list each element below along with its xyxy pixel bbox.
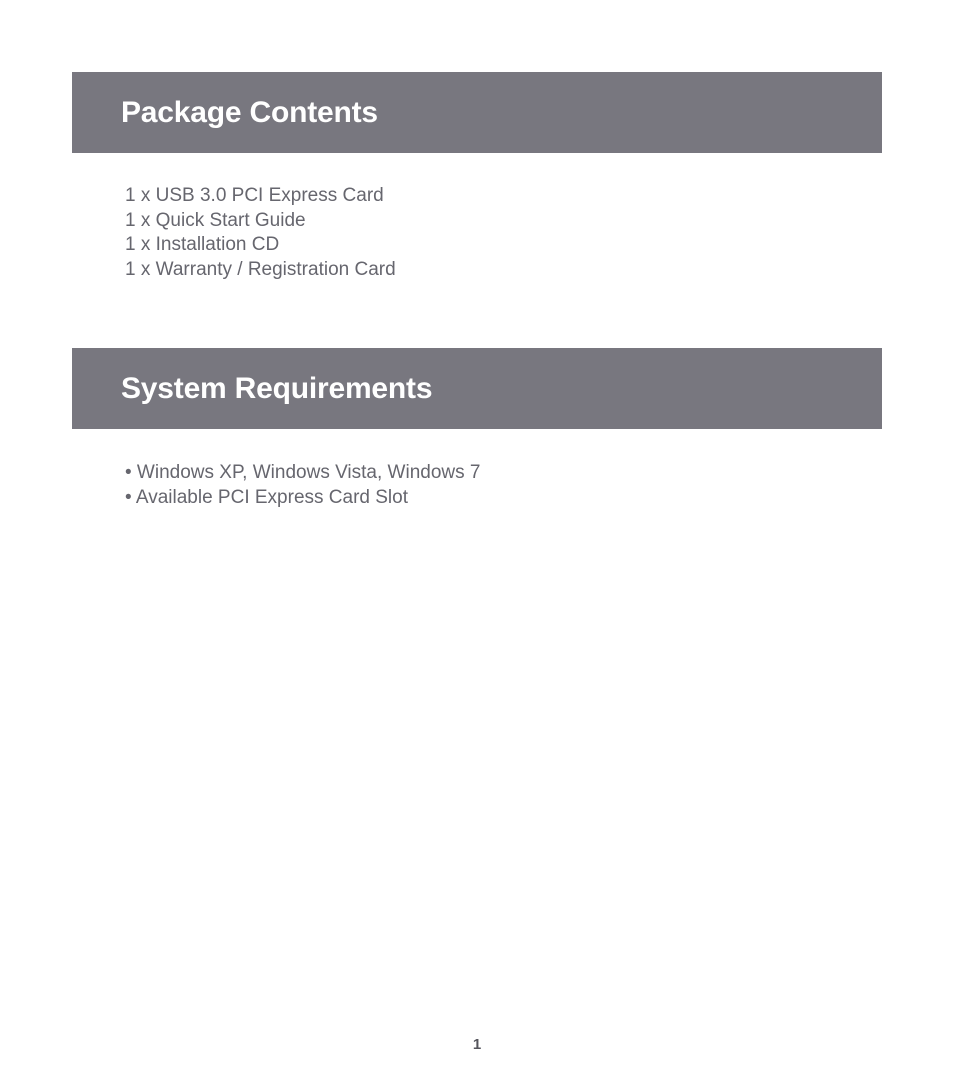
list-item: 1 x USB 3.0 PCI Express Card xyxy=(125,185,384,206)
page-number: 1 xyxy=(472,1036,482,1053)
package-contents-list xyxy=(125,184,396,282)
list-item: 1 x Installation CD xyxy=(125,234,280,255)
system-requirements-list xyxy=(125,461,480,510)
system-requirements-header xyxy=(72,348,882,429)
system-requirements-title: System Requirements xyxy=(121,371,433,405)
list-item: 1 x Warranty / Registration Card xyxy=(125,258,396,280)
package-contents-title: Package Contents xyxy=(121,95,378,129)
list-item: • Available PCI Express Card Slot xyxy=(125,486,408,508)
package-contents-header xyxy=(72,72,882,153)
list-item: • Windows XP, Windows Vista, Windows 7 xyxy=(125,462,481,483)
list-item: 1 x Quick Start Guide xyxy=(125,209,306,231)
